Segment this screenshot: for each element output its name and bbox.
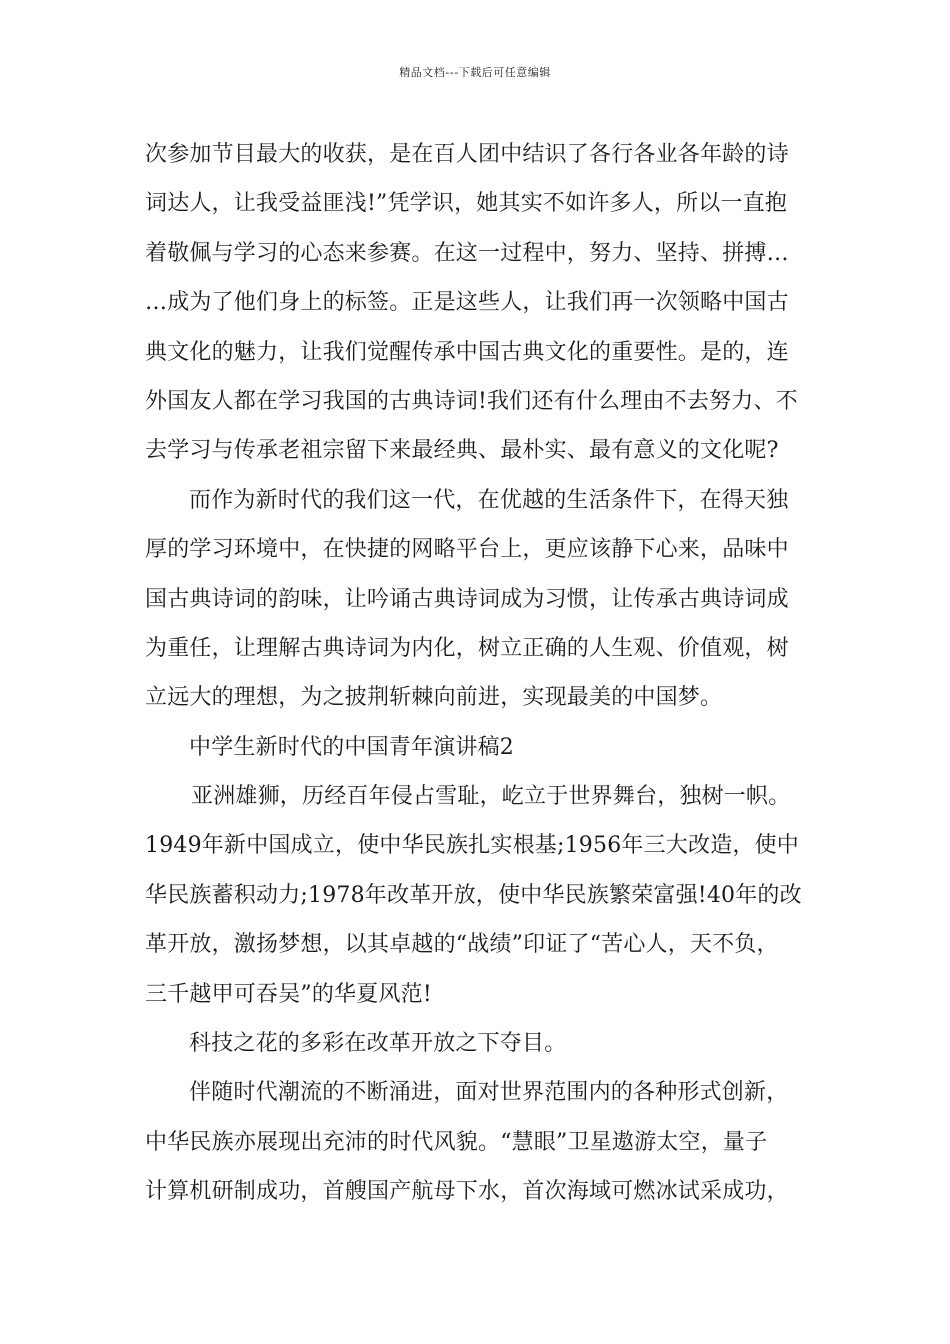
text-line: 厚的学习环境中，在快捷的网略平台上，更应该静下心来，品味中 (145, 537, 789, 563)
text-line: 外国友人都在学习我国的古典诗词!我们还有什么理由不去努力、不 (145, 388, 798, 414)
text-line: 着敬佩与学习的心态来参赛。在这一过程中，努力、坚持、拼搏… (145, 240, 789, 266)
text-line: 国古典诗词的韵味，让吟诵古典诗词成为习惯，让传承古典诗词成 (145, 586, 789, 612)
text-line: 三千越甲可吞吴”的华夏风范! (145, 981, 432, 1007)
text-line: 去学习与传承老祖宗留下来最经典、最朴实、最有意义的文化呢? (145, 438, 779, 464)
text-line: …成为了他们身上的标签。正是这些人，让我们再一次领略中国古 (145, 290, 789, 316)
text-line: 为重任，让理解古典诗词为内化，树立正确的人生观、价值观，树 (145, 635, 789, 661)
text-line: 次参加节目最大的收获，是在百人团中结识了各行各业各年龄的诗 (145, 142, 789, 167)
text-line: 词达人，让我受益匪浅!”凭学识，她其实不如许多人，所以一直抱 (145, 191, 788, 217)
paragraph-start-line: 亚洲雄狮，历经百年侵占雪耻，屹立于世界舞台，独树一帜。 (191, 784, 791, 810)
text-line: 革开放，激扬梦想，以其卓越的“战绩”印证了“苦心人，天不负， (145, 932, 779, 958)
paragraph-start-line: 科技之花的多彩在改革开放之下夺目。 (189, 1031, 567, 1057)
text-line: 1949年新中国成立，使中华民族扎实根基;1956年三大改造，使中 (145, 833, 799, 859)
paragraph-start-line: 伴随时代潮流的不断涌进，面对世界范围内的各种形式创新， (189, 1080, 789, 1106)
text-line: 华民族蓄积动力;1978年改革开放，使中华民族繁荣富强!40年的改 (145, 882, 802, 908)
page-header: 精品文档---下载后可任意编辑 (399, 66, 551, 79)
text-line: 中华民族亦展现出充沛的时代风貌。“慧眼”卫星遨游太空，量子 (145, 1129, 768, 1155)
text-line: 计算机研制成功，首艘国产航母下水，首次海域可燃冰试采成功， (145, 1179, 789, 1205)
paragraph-start-line: 而作为新时代的我们这一代，在优越的生活条件下，在得天独 (189, 487, 789, 513)
section-heading: 中学生新时代的中国青年演讲稿2 (189, 734, 514, 760)
text-line: 立远大的理想，为之披荆斩棘向前进，实现最美的中国梦。 (145, 685, 723, 711)
document-body (145, 130, 810, 1217)
text-line: 典文化的魅力，让我们觉醒传承中国古典文化的重要性。是的，连 (145, 339, 789, 365)
